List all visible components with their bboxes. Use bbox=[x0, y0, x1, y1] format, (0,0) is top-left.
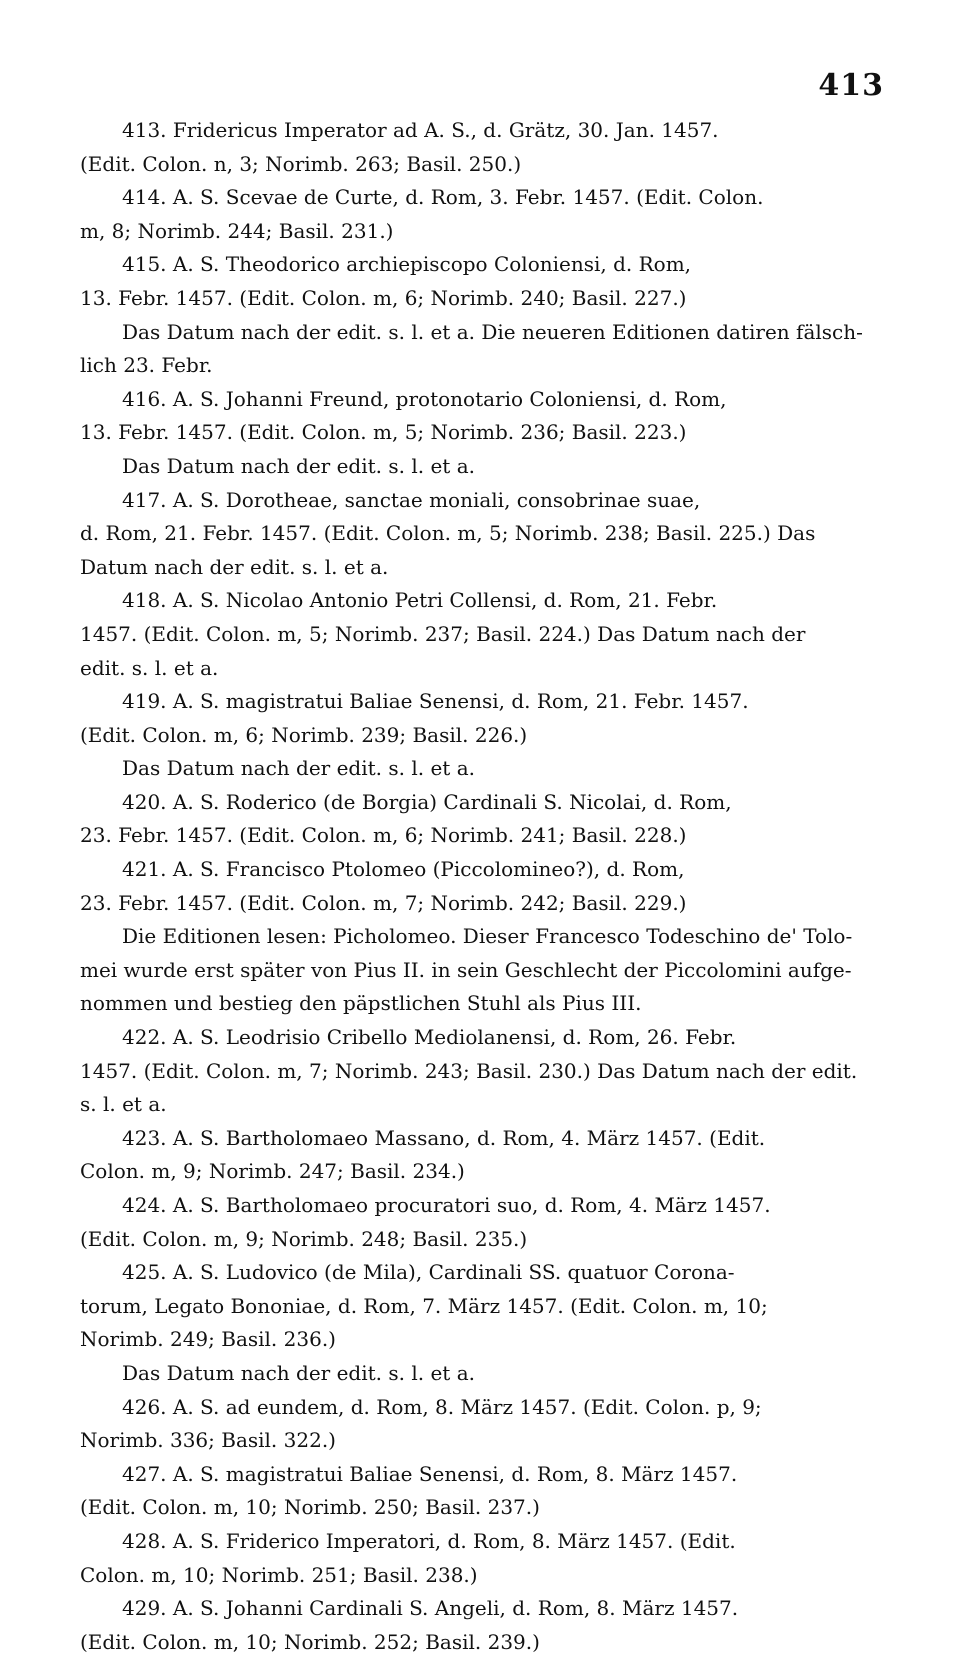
letter-entry bbox=[80, 1525, 880, 1592]
entry-line: Norimb. 249; Basil. 236.) bbox=[80, 1327, 336, 1352]
letter-entry bbox=[80, 114, 880, 181]
letter-entry bbox=[80, 685, 880, 752]
note-line: lich 23. Febr. bbox=[80, 353, 213, 378]
letter-entry bbox=[80, 1256, 880, 1357]
entry-line: Norimb. 336; Basil. 322.) bbox=[80, 1428, 336, 1453]
entry-line: 422. A. S. Leodrisio Cribello Mediolanensi, d. Rom, 26. Febr. bbox=[122, 1025, 737, 1050]
entry-line: s. l. et a. bbox=[80, 1092, 167, 1117]
letter-entry bbox=[80, 1189, 880, 1256]
entry-line: d. Rom, 21. Febr. 1457. (Edit. Colon. m, 5; Norimb. 238; Basil. 225.) Das bbox=[80, 521, 816, 546]
note-line: nommen und bestieg den päpstlichen Stuhl als Pius III. bbox=[80, 991, 642, 1016]
entry-line: (Edit. Colon. m, 9; Norimb. 248; Basil. 235.) bbox=[80, 1226, 528, 1251]
entry-line: 13. Febr. 1457. (Edit. Colon. m, 5; Norimb. 236; Basil. 223.) bbox=[80, 420, 687, 445]
letter-entry bbox=[80, 383, 880, 450]
entry-line: torum, Legato Bononiae, d. Rom, 7. März 1457. (Edit. Colon. m, 10; bbox=[80, 1293, 768, 1318]
letter-entry bbox=[80, 181, 880, 248]
entry-line: 420. A. S. Roderico (de Borgia) Cardinali S. Nicolai, d. Rom, bbox=[122, 789, 732, 814]
note-line: Die Editionen lesen: Picholomeo. Dieser Francesco Todeschino de' Tolo- bbox=[122, 924, 853, 949]
entry-line: 416. A. S. Johanni Freund, protonotario Coloniensi, d. Rom, bbox=[122, 386, 727, 411]
entry-line: 428. A. S. Friderico Imperatori, d. Rom, 8. März 1457. (Edit. bbox=[122, 1528, 736, 1553]
letter-entry bbox=[80, 1122, 880, 1189]
letter-entry bbox=[80, 1592, 880, 1659]
entry-line: Colon. m, 10; Norimb. 251; Basil. 238.) bbox=[80, 1562, 478, 1587]
letter-entry bbox=[80, 853, 880, 920]
entry-line: 424. A. S. Bartholomaeo procuratori suo, d. Rom, 4. März 1457. bbox=[122, 1193, 771, 1217]
letter-entry bbox=[80, 786, 880, 853]
letter-entry bbox=[80, 584, 880, 685]
entry-line: 414. A. S. Scevae de Curte, d. Rom, 3. Febr. 1457. (Edit. Colon. bbox=[122, 185, 764, 210]
entry-line: 1457. (Edit. Colon. m, 5; Norimb. 237; Basil. 224.) Das Datum nach der bbox=[80, 621, 806, 646]
editorial-note bbox=[80, 450, 880, 484]
note-line: mei wurde erst später von Pius II. in sein Geschlecht der Piccolomini aufge- bbox=[80, 957, 852, 982]
entry-line: 13. Febr. 1457. (Edit. Colon. m, 6; Norimb. 240; Basil. 227.) bbox=[80, 285, 687, 310]
entry-line: 421. A. S. Francisco Ptolomeo (Piccolomineo?), d. Rom, bbox=[122, 857, 685, 882]
note-line: Das Datum nach der edit. s. l. et a. bbox=[122, 1360, 475, 1385]
editorial-note bbox=[80, 316, 880, 383]
entry-line: 417. A. S. Dorotheae, sanctae moniali, consobrinae suae, bbox=[122, 487, 701, 512]
entries-list bbox=[80, 114, 880, 1659]
letter-entry bbox=[80, 484, 880, 585]
entry-line: m, 8; Norimb. 244; Basil. 231.) bbox=[80, 218, 394, 243]
entry-line: 415. A. S. Theodorico archiepiscopo Coloniensi, d. Rom, bbox=[122, 252, 692, 277]
page-number: 413 bbox=[818, 68, 884, 103]
entry-line: 423. A. S. Bartholomaeo Massano, d. Rom, 4. März 1457. (Edit. bbox=[122, 1125, 766, 1150]
letter-entry bbox=[80, 1021, 880, 1122]
entry-line: 23. Febr. 1457. (Edit. Colon. m, 6; Norimb. 241; Basil. 228.) bbox=[80, 823, 687, 848]
entry-line: 419. A. S. magistratui Baliae Senensi, d. Rom, 21. Febr. 1457. bbox=[122, 689, 749, 714]
editorial-note bbox=[80, 1357, 880, 1391]
letter-entry bbox=[80, 248, 880, 315]
letter-entry bbox=[80, 1391, 880, 1458]
entry-line: (Edit. Colon. m, 6; Norimb. 239; Basil. 226.) bbox=[80, 722, 528, 747]
entry-line: 426. A. S. ad eundem, d. Rom, 8. März 1457. (Edit. Colon. p, 9; bbox=[122, 1394, 762, 1419]
entry-line: Datum nach der edit. s. l. et a. bbox=[80, 554, 389, 579]
entry-line: 427. A. S. magistratui Baliae Senensi, d. Rom, 8. März 1457. bbox=[122, 1461, 738, 1486]
entry-line: 1457. (Edit. Colon. m, 7; Norimb. 243; Basil. 230.) Das Datum nach der edit. bbox=[80, 1058, 858, 1083]
editorial-note bbox=[80, 752, 880, 786]
entry-line: 429. A. S. Johanni Cardinali S. Angeli, d. Rom, 8. März 1457. bbox=[122, 1596, 739, 1621]
entry-line: 23. Febr. 1457. (Edit. Colon. m, 7; Norimb. 242; Basil. 229.) bbox=[80, 890, 687, 915]
note-line: Das Datum nach der edit. s. l. et a. Die neueren Editionen datiren fälsch- bbox=[122, 319, 863, 344]
note-line: Das Datum nach der edit. s. l. et a. bbox=[122, 756, 475, 781]
entry-line: (Edit. Colon. n, 3; Norimb. 263; Basil. 250.) bbox=[80, 151, 522, 176]
entry-line: (Edit. Colon. m, 10; Norimb. 250; Basil. 237.) bbox=[80, 1495, 540, 1520]
entry-line: 418. A. S. Nicolao Antonio Petri Collensi, d. Rom, 21. Febr. bbox=[122, 588, 718, 613]
entry-line: Colon. m, 9; Norimb. 247; Basil. 234.) bbox=[80, 1159, 465, 1184]
letter-entry bbox=[80, 1458, 880, 1525]
entry-line: (Edit. Colon. m, 10; Norimb. 252; Basil. 239.) bbox=[80, 1629, 540, 1654]
entry-line: 425. A. S. Ludovico (de Mila), Cardinali SS. quatuor Corona- bbox=[122, 1260, 735, 1285]
editorial-note bbox=[80, 920, 880, 1021]
entry-line: edit. s. l. et a. bbox=[80, 655, 219, 680]
entry-line: 413. Fridericus Imperator ad A. S., d. Grätz, 30. Jan. 1457. bbox=[122, 118, 719, 142]
note-line: Das Datum nach der edit. s. l. et a. bbox=[122, 453, 475, 478]
